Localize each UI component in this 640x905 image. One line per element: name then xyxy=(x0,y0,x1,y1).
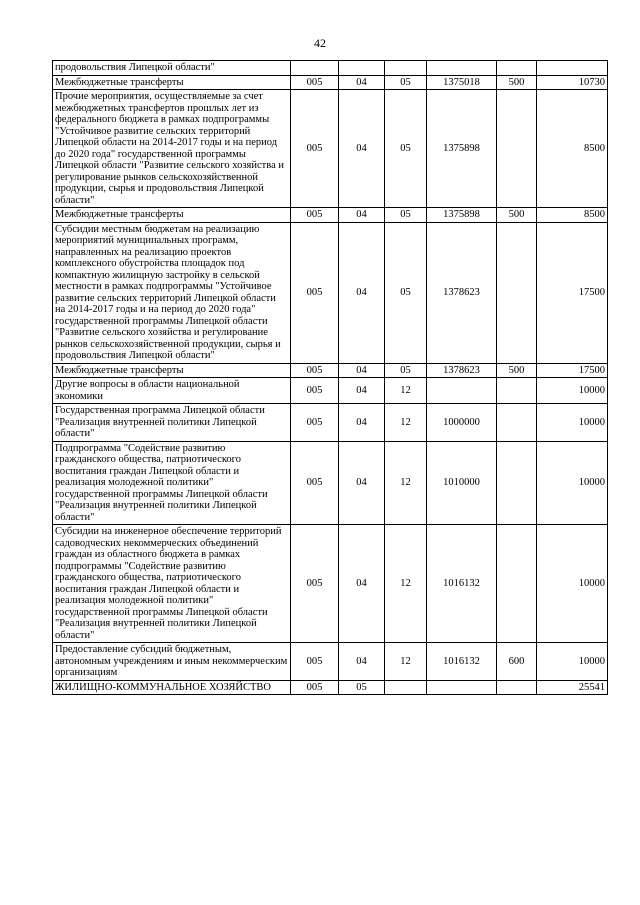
expense-type-cell: 500 xyxy=(497,363,537,378)
table-row xyxy=(53,363,608,378)
table-row xyxy=(53,643,608,681)
target-article-cell: 1016132 xyxy=(427,643,497,681)
target-article-cell: 1378623 xyxy=(427,222,497,363)
section-code-cell: 05 xyxy=(339,680,385,695)
row-name-cell: Межбюджетные трансферты xyxy=(53,208,291,223)
page-number: 42 xyxy=(314,36,326,50)
expense-type-cell xyxy=(497,61,537,76)
row-name-cell: Межбюджетные трансферты xyxy=(53,75,291,90)
amount-cell: 17500 xyxy=(537,363,608,378)
subsection-code-cell: 05 xyxy=(385,222,427,363)
expense-type-cell xyxy=(497,525,537,643)
ministry-code-cell: 005 xyxy=(291,680,339,695)
table-row xyxy=(53,222,608,363)
ministry-code-cell: 005 xyxy=(291,363,339,378)
amount-cell: 10000 xyxy=(537,525,608,643)
amount-cell: 8500 xyxy=(537,90,608,208)
subsection-code-cell: 12 xyxy=(385,404,427,442)
table-row xyxy=(53,680,608,695)
row-name-cell: Субсидии местным бюджетам на реализацию мероприятий муниципальных программ, направленных на реализацию проектов комплексного обустройства площадок под компактную жилищную застройку в сельской местности в рамках подпрограммы "Устойчивое развитие сельских территорий Липецкой области на 2014-2017 годы и на период до 2020 года" государственной программы Липецкой области "Развитие сельского хозяйства и регулирование рынков сельскохозяйственной продукции, сырья и продовольствия Липецкой области" xyxy=(53,222,291,363)
table-row xyxy=(53,61,608,76)
subsection-code-cell xyxy=(385,680,427,695)
subsection-code-cell xyxy=(385,61,427,76)
target-article-cell: 1375898 xyxy=(427,90,497,208)
row-name-cell: Прочие мероприятия, осуществляемые за счет межбюджетных трансфертов прошлых лет из федерального бюджета в рамках подпрограммы "Устойчивое развитие сельских территорий Липецкой области на 2014-2017 годы и на период до 2020 года" государственной программы Липецкой области "Развитие сельского хозяйства и регулирование рынков сельскохозяйственной продукции, сырья и продовольствия Липецкой области" xyxy=(53,90,291,208)
expense-type-cell: 500 xyxy=(497,75,537,90)
expense-type-cell: 500 xyxy=(497,208,537,223)
amount-cell xyxy=(537,61,608,76)
expense-type-cell xyxy=(497,90,537,208)
section-code-cell xyxy=(339,61,385,76)
target-article-cell: 1375018 xyxy=(427,75,497,90)
section-code-cell: 04 xyxy=(339,525,385,643)
row-name-cell: ЖИЛИЩНО-КОММУНАЛЬНОЕ ХОЗЯЙСТВО xyxy=(53,680,291,695)
ministry-code-cell xyxy=(291,61,339,76)
amount-cell: 10000 xyxy=(537,404,608,442)
row-name-cell: Другие вопросы в области национальной экономики xyxy=(53,378,291,404)
table-row xyxy=(53,378,608,404)
expense-type-cell: 600 xyxy=(497,643,537,681)
subsection-code-cell: 05 xyxy=(385,363,427,378)
subsection-code-cell: 05 xyxy=(385,208,427,223)
amount-cell: 10000 xyxy=(537,441,608,525)
ministry-code-cell: 005 xyxy=(291,75,339,90)
row-name-cell: Межбюджетные трансферты xyxy=(53,363,291,378)
row-name-cell: Субсидии на инженерное обеспечение территорий садоводческих некоммерческих объединений граждан из областного бюджета в рамках подпрограммы "Содействие развитию гражданского общества, патриотического воспитания граждан Липецкой области и реализация молодежной политики" государственной программы Липецкой области "Реализация внутренней политики Липецкой области" xyxy=(53,525,291,643)
ministry-code-cell: 005 xyxy=(291,441,339,525)
expense-type-cell xyxy=(497,378,537,404)
subsection-code-cell: 12 xyxy=(385,643,427,681)
subsection-code-cell: 05 xyxy=(385,75,427,90)
row-name-cell: Государственная программа Липецкой области "Реализация внутренней политики Липецкой области" xyxy=(53,404,291,442)
table-row xyxy=(53,208,608,223)
expense-type-cell xyxy=(497,680,537,695)
amount-cell: 10000 xyxy=(537,378,608,404)
subsection-code-cell: 05 xyxy=(385,90,427,208)
budget-table xyxy=(52,60,608,695)
expense-type-cell xyxy=(497,404,537,442)
target-article-cell: 1010000 xyxy=(427,441,497,525)
ministry-code-cell: 005 xyxy=(291,378,339,404)
ministry-code-cell: 005 xyxy=(291,208,339,223)
target-article-cell: 1375898 xyxy=(427,208,497,223)
section-code-cell: 04 xyxy=(339,90,385,208)
subsection-code-cell: 12 xyxy=(385,525,427,643)
amount-cell: 10000 xyxy=(537,643,608,681)
section-code-cell: 04 xyxy=(339,75,385,90)
section-code-cell: 04 xyxy=(339,208,385,223)
target-article-cell: 1000000 xyxy=(427,404,497,442)
amount-cell: 25541 xyxy=(537,680,608,695)
table-row xyxy=(53,525,608,643)
target-article-cell: 1378623 xyxy=(427,363,497,378)
subsection-code-cell: 12 xyxy=(385,378,427,404)
section-code-cell: 04 xyxy=(339,363,385,378)
table-row xyxy=(53,441,608,525)
section-code-cell: 04 xyxy=(339,378,385,404)
target-article-cell: 1016132 xyxy=(427,525,497,643)
target-article-cell xyxy=(427,680,497,695)
table-row xyxy=(53,404,608,442)
ministry-code-cell: 005 xyxy=(291,643,339,681)
section-code-cell: 04 xyxy=(339,404,385,442)
subsection-code-cell: 12 xyxy=(385,441,427,525)
target-article-cell xyxy=(427,61,497,76)
ministry-code-cell: 005 xyxy=(291,90,339,208)
expense-type-cell xyxy=(497,441,537,525)
ministry-code-cell: 005 xyxy=(291,222,339,363)
row-name-cell: Подпрограмма "Содействие развитию гражданского общества, патриотического воспитания граждан Липецкой области и реализация молодежной политики" государственной программы Липецкой области "Реализация внутренней политики Липецкой области" xyxy=(53,441,291,525)
section-code-cell: 04 xyxy=(339,441,385,525)
target-article-cell xyxy=(427,378,497,404)
expense-type-cell xyxy=(497,222,537,363)
row-name-cell: продовольствия Липецкой области" xyxy=(53,61,291,76)
amount-cell: 8500 xyxy=(537,208,608,223)
section-code-cell: 04 xyxy=(339,643,385,681)
table-row xyxy=(53,75,608,90)
amount-cell: 17500 xyxy=(537,222,608,363)
table-row xyxy=(53,90,608,208)
section-code-cell: 04 xyxy=(339,222,385,363)
ministry-code-cell: 005 xyxy=(291,525,339,643)
ministry-code-cell: 005 xyxy=(291,404,339,442)
row-name-cell: Предоставление субсидий бюджетным, автономным учреждениям и иным некоммерческим организациям xyxy=(53,643,291,681)
amount-cell: 10730 xyxy=(537,75,608,90)
